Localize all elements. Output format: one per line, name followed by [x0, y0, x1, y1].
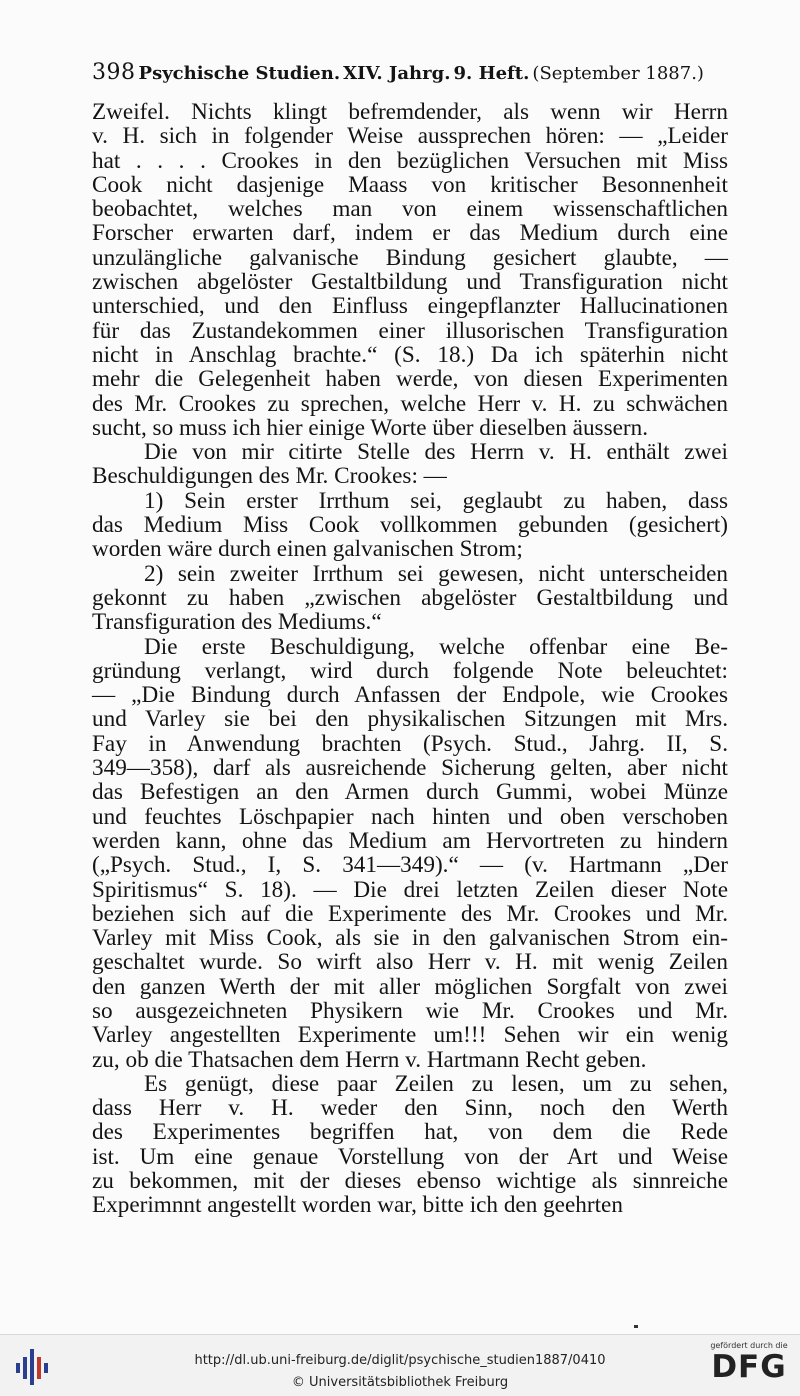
- text-line: Forscher erwarten darf, indem er das Medium durch eine: [92, 220, 728, 247]
- text-line: werden kann, ohne das Medium am Hervortreten zu hindern: [92, 827, 728, 854]
- text-line: Varley angestellten Experimente um!!! Sehen wir ein wenig: [92, 1022, 728, 1049]
- text-line: Fay in Anwendung brachten (Psych. Stud., Jahrg. II, S.: [92, 730, 728, 757]
- text-line: Beschuldigungen des Mr. Crookes: —: [92, 463, 447, 490]
- print-speck: [634, 1325, 638, 1328]
- text-line: hat . . . . Crookes in den bezüglichen Versuchen mit Miss: [92, 147, 728, 174]
- page-url-link[interactable]: http://dl.ub.uni-freiburg.de/diglit/psychische_studien1887/0410: [194, 1353, 606, 1368]
- viewer-footer: [0, 1334, 800, 1396]
- text-line: und Varley sie bei den physikalischen Sitzungen mit Mrs.: [92, 706, 728, 733]
- issue-label: 9. Heft.: [453, 63, 530, 84]
- text-line: des Mr. Crookes zu sprechen, welche Herr v. H. zu schwächen: [92, 390, 728, 417]
- text-line: 349—358), darf als ausreichende Sicherung gelten, aber nicht: [92, 755, 728, 782]
- text-line: für das Zustandekommen einer illusorischen Transfiguration: [92, 317, 728, 344]
- dfg-wordmark: DFG: [711, 1349, 787, 1385]
- text-line: mehr die Gelegenheit haben werde, von diesen Experimenten: [92, 366, 728, 393]
- dfg-funding-note: gefördert durch die: [710, 1341, 788, 1350]
- text-line: — „Die Bindung durch Anfassen der Endpole, wie Crookes: [92, 682, 728, 709]
- text-line: beziehen sich auf die Experimente des Mr. Crookes und Mr.: [92, 900, 728, 927]
- text-line: gründung verlangt, wird durch folgende Note beleuchtet:: [92, 657, 728, 684]
- text-line: das Medium Miss Cook vollkommen gebunden (gesichert): [92, 512, 728, 539]
- text-line: Transfiguration des Mediums.“: [92, 609, 382, 636]
- text-line: geschaltet wurde. So wirft also Herr v. H. mit wenig Zeilen: [92, 949, 728, 976]
- text-line: Varley mit Miss Cook, als sie in den galvanischen Strom ein-: [92, 925, 728, 952]
- text-line: dass Herr v. H. weder den Sinn, noch den Werth: [92, 1095, 728, 1122]
- text-line: Die von mir citirte Stelle des Herrn v. H. enthält zwei: [144, 439, 728, 466]
- text-line: gekonnt zu haben „zwischen abgelöster Gestaltbildung und: [92, 584, 728, 611]
- text-line: beobachtet, welches man von einem wissenschaftlichen: [92, 196, 728, 223]
- text-line: Experimnnt angestellt worden war, bitte ich den geehrten: [92, 1192, 623, 1219]
- page-body-text: [92, 100, 728, 1218]
- dfg-logo: [706, 1341, 792, 1391]
- text-line: worden wäre durch einen galvanischen Strom;: [92, 536, 523, 563]
- text-line: zu bekommen, mit der dieses ebenso wichtige als sinnreiche: [92, 1168, 728, 1195]
- text-line: Spiritismus“ S. 18). — Die drei letzten Zeilen dieser Note: [92, 876, 728, 903]
- text-line: ist. Um eine genaue Vorstellung von der Art und Weise: [92, 1143, 728, 1170]
- text-line: den ganzen Werth der mit aller möglichen Sorgfalt von zwei: [92, 973, 728, 1000]
- text-line: das Befestigen an den Armen durch Gummi, wobei Münze: [92, 779, 728, 806]
- text-line: Zweifel. Nichts klingt befremdender, als wenn wir Herrn: [92, 99, 728, 125]
- text-line: unterschied, und den Einfluss eingepflanzter Hallucinationen: [92, 293, 728, 320]
- text-line: sucht, so muss ich hier einige Worte über dieselben äussern.: [92, 414, 649, 441]
- text-line: 1) Sein erster Irrthum sei, geglaubt zu haben, dass: [144, 487, 728, 514]
- text-line: und feuchtes Löschpapier nach hinten und oben verschoben: [92, 803, 728, 830]
- text-line: v. H. sich in folgender Weise aussprechen hören: — „Leider: [92, 123, 728, 150]
- volume-label: XIV. Jahrg.: [343, 63, 451, 84]
- text-line: 2) sein zweiter Irrthum sei gewesen, nicht unterscheiden: [144, 560, 728, 587]
- text-line: des Experimentes begriffen hat, von dem die Rede: [92, 1119, 728, 1146]
- text-line: nicht in Anschlag brachte.“ (S. 18.) Da ich späterhin nicht: [92, 341, 728, 368]
- text-line: Die erste Beschuldigung, welche offenbar eine Be-: [144, 633, 728, 660]
- journal-title: Psychische Studien.: [138, 63, 341, 84]
- text-line: so ausgezeichneten Physikern wie Mr. Crookes und Mr.: [92, 997, 728, 1024]
- running-header: [92, 60, 704, 85]
- text-line: („Psych. Stud., I, S. 341—349).“ — (v. Hartmann „Der: [92, 852, 728, 879]
- text-line: Es genügt, diese paar Zeilen zu lesen, um zu sehen,: [144, 1070, 728, 1097]
- text-line: Cook nicht dasjenige Maass von kritischer Besonnenheit: [92, 171, 728, 198]
- copyright-notice: © Universitätsbibliothek Freiburg: [291, 1375, 509, 1390]
- text-line: zu, ob die Thatsachen dem Herrn v. Hartmann Recht geben.: [92, 1046, 647, 1073]
- text-line: unzulängliche galvanische Bindung gesichert glaubte, —: [92, 244, 728, 271]
- page-number: 398: [92, 60, 136, 85]
- issue-date: (September 1887.): [532, 63, 704, 84]
- text-line: zwischen abgelöster Gestaltbildung und Transfiguration nicht: [92, 269, 728, 296]
